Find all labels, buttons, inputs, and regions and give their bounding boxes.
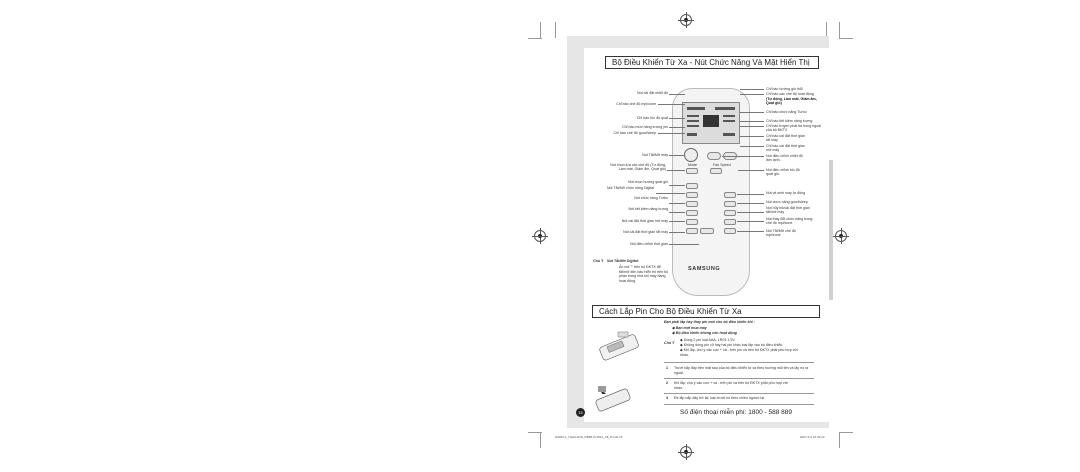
digital-button[interactable] bbox=[686, 192, 698, 198]
leader-line bbox=[737, 212, 764, 213]
note-text: Ấn nút "" trên bộ ĐKTX để tắt/mở đèn báo hiển thị trên bộ phận trong nhà khi máy đang hoạt động. bbox=[619, 265, 669, 283]
leader-line bbox=[669, 212, 685, 213]
leader-line bbox=[740, 146, 764, 147]
label-fan-speed-indicator: Chỉ báo tốc độ quạt bbox=[636, 116, 668, 120]
leader-line bbox=[737, 203, 764, 204]
timer-cancel-button[interactable] bbox=[724, 210, 736, 216]
label-goodsleep-button: Nút chức năng good'sleep bbox=[766, 200, 808, 204]
print-date-info: 2007-5-9 16:46:22 bbox=[800, 435, 825, 439]
registration-mark-icon bbox=[835, 230, 847, 242]
label-swing-button: Nút chọn hướng quạt gió bbox=[628, 180, 668, 184]
leader-line bbox=[740, 112, 764, 113]
crop-mark bbox=[839, 432, 853, 433]
note-head: Chú Ý bbox=[593, 259, 604, 263]
battery-install-illustration bbox=[596, 330, 644, 364]
label-timer-off-indicator: Chỉ báo cài đặt thời gian tắt máy bbox=[766, 134, 805, 143]
cover-slide-illustration bbox=[592, 384, 634, 414]
step-text: Trượt nắp đậy trên mặt sau của bộ điều khiển từ xa theo hướng mũi tên và lấy nó ra ngoài. bbox=[674, 366, 809, 375]
time-adjust-button[interactable] bbox=[700, 228, 714, 234]
step-divider bbox=[664, 378, 814, 379]
battery-reason-text: Bộ điều khiển không còn hoạt động bbox=[675, 331, 737, 335]
leader-line bbox=[737, 194, 764, 195]
note-title: Nút Tắt/Mở Digital: bbox=[607, 259, 639, 263]
label-digital-button: Nút Tắt/Mở chức năng Digital bbox=[606, 186, 654, 190]
section-title-text: Cách Lắp Pin Cho Bộ Điều Khiển Từ Xa bbox=[599, 307, 742, 316]
label-goodsleep-indicator: Chỉ báo chế độ good'sleep bbox=[613, 131, 656, 135]
registration-mark-icon bbox=[680, 14, 692, 26]
step-number: 1 bbox=[666, 366, 668, 370]
leader-line bbox=[740, 89, 764, 90]
leader-line bbox=[740, 94, 764, 95]
label-fan-adjust-button: Nút điều chỉnh tốc độ quạt gió. bbox=[766, 168, 800, 177]
label-ir-indicator: Chỉ báo truyền phát tia hồng ngoại của bộ ĐKTX bbox=[766, 124, 821, 133]
temperature-button[interactable] bbox=[707, 152, 721, 160]
leader-line bbox=[669, 232, 685, 233]
battery-bullet-text: Dùng 2 pin loại AAA, LR03 1.5V. bbox=[683, 338, 736, 342]
step-number: 3 bbox=[666, 396, 668, 400]
leader-line bbox=[669, 127, 685, 128]
label-timer-off-button: Nút cài đặt thời gian tắt máy bbox=[623, 230, 668, 234]
crop-mark bbox=[839, 432, 840, 448]
step-divider bbox=[664, 404, 814, 405]
label-timer-on-indicator: Chỉ báo cài đặt thời gian mở máy bbox=[766, 144, 805, 153]
label-power-button: Nút Tắt/Mở máy bbox=[642, 153, 668, 157]
leader-line bbox=[737, 221, 764, 222]
crop-mark bbox=[528, 432, 542, 433]
registration-mark-icon bbox=[680, 446, 692, 458]
battery-reason-text: Bạn mới mua máy bbox=[675, 326, 707, 330]
step-text: Đề lắp nắp đậy trở lại, bạn trượt nó theo chiều ngược lại. bbox=[674, 396, 765, 400]
auto-clean-button[interactable] bbox=[724, 192, 736, 198]
label-battery-indicator: Chỉ báo mức năng lượng pin bbox=[622, 125, 668, 129]
battery-bullet-text: Không dùng pin cũ hay hai pin khác loại lắp vào bộ điều khiển. bbox=[683, 343, 784, 347]
crop-mark bbox=[540, 432, 541, 448]
step-text: Khi lắp, chú ý các cực + và - trên pin và trên bộ ĐKTX phải phù hợp với nhau. bbox=[674, 381, 788, 390]
leader-line bbox=[669, 221, 685, 222]
leader-line bbox=[669, 118, 685, 119]
battery-bullet-text: Khi lắp, chú ý các cực + và - trên pin và trên bộ ĐKTX phải phù hợp với nhau. bbox=[680, 348, 798, 357]
goodsleep-button[interactable] bbox=[724, 201, 736, 207]
leader-line bbox=[658, 104, 685, 105]
leader-line bbox=[669, 155, 685, 156]
battery-intro: Bạn phải lắp hay thay pin mới cho bộ điều khiển khi : bbox=[664, 320, 755, 324]
label-turbo-indicator: Chỉ báo chức năng Turbo bbox=[766, 110, 807, 114]
leader-line bbox=[737, 231, 764, 232]
registration-mark-icon bbox=[534, 230, 546, 242]
leader-line bbox=[740, 121, 764, 122]
leader-line bbox=[669, 185, 685, 186]
label-mpi-zone-button: Nút Tắt/Mở chế độ mpi/zone bbox=[766, 229, 796, 238]
leader-line bbox=[740, 136, 764, 137]
leader-line bbox=[669, 94, 685, 95]
battery-bullet: ◆ Khi lắp, chú ý các cực + và - trên pin và trên bộ ĐKTX phải phù hợp với nhau. bbox=[680, 348, 798, 357]
battery-bullet: ◆ Dùng 2 pin loại AAA, LR03 1.5V. bbox=[680, 338, 736, 342]
leader-line bbox=[658, 133, 685, 134]
turbo-button[interactable] bbox=[686, 201, 698, 207]
mpi-zone-change-button[interactable] bbox=[724, 219, 736, 225]
step-number: 2 bbox=[666, 381, 668, 385]
side-tab bbox=[829, 160, 833, 300]
leader-line bbox=[656, 193, 685, 194]
label-time-adjust-button: Nút điều chỉnh thời gian bbox=[630, 242, 668, 246]
leader-line bbox=[740, 126, 764, 127]
energy-saving-button[interactable] bbox=[686, 210, 698, 216]
fan-speed-label: Fan Speed bbox=[713, 163, 731, 167]
print-file-info: WWACL_THAILAND_DB98-07181A_05_8.indd 15 bbox=[555, 435, 623, 439]
section-title-remote bbox=[605, 56, 819, 69]
leader-line bbox=[738, 170, 764, 171]
label-energy-indicator: Chỉ báo tiết kiệm năng lượng bbox=[766, 119, 813, 123]
remote-brand-logo: SAMSUNG bbox=[688, 266, 721, 272]
mode-button[interactable] bbox=[686, 168, 698, 174]
label-airflow-indicator: Chỉ báo hướng gió thổi bbox=[766, 87, 803, 91]
label-temp-adjust-button: Nút điều chỉnh nhiệt độ làm lạnh. bbox=[766, 154, 803, 163]
step-divider bbox=[664, 362, 814, 363]
battery-note-head: Chú Ý bbox=[664, 341, 675, 345]
label-mpi-zone-change-button: Nút thay đổi chức năng trong chế độ mpi/zone bbox=[766, 217, 813, 226]
leader-line bbox=[669, 203, 685, 204]
power-button[interactable] bbox=[684, 148, 698, 162]
mode-label: Mode bbox=[688, 163, 697, 167]
timer-off-button[interactable] bbox=[686, 228, 698, 234]
timer-on-button[interactable] bbox=[686, 219, 698, 225]
page-number-badge bbox=[576, 408, 585, 417]
leader-line bbox=[667, 170, 685, 171]
leader-line bbox=[722, 156, 764, 157]
hotline-text: Số điện thoại miễn phí: 1800 - 588 889 bbox=[680, 409, 793, 416]
battery-reason: ◆ Bộ điều khiển không còn hoạt động bbox=[672, 331, 737, 335]
crop-mark bbox=[540, 22, 541, 38]
crop-mark bbox=[528, 38, 542, 39]
label-mode-indicator: Chỉ báo các chế độ hoạt động bbox=[766, 92, 814, 96]
label-temp-setting: Nút cài đặt nhiệt độ bbox=[637, 91, 668, 95]
label-timer-on-button: Nút cài đặt thời gian mở máy bbox=[621, 219, 668, 223]
fan-speed-select-button[interactable] bbox=[710, 168, 722, 174]
step-divider bbox=[664, 393, 814, 394]
label-timer-cancel-button: Nút hủy bỏ/cài đặt thời gian tắt/mở máy bbox=[766, 206, 810, 215]
leader-line bbox=[669, 244, 699, 245]
crop-mark bbox=[555, 22, 556, 38]
crop-mark bbox=[839, 38, 853, 39]
section-title-battery bbox=[592, 305, 820, 318]
battery-bullet: ◆ Không dùng pin cũ hay hai pin khác loại lắp vào bộ điều khiển. bbox=[680, 343, 784, 347]
battery-reason: ◆ Bạn mới mua máy bbox=[672, 326, 707, 330]
label-auto-clean-button: Nút vệ sinh máy tự động bbox=[766, 191, 806, 195]
label-mode-list: (Tự động, Làm mát, Giảm ẩm, Quạt gió) bbox=[766, 97, 817, 106]
mpi-zone-button[interactable] bbox=[724, 228, 736, 234]
label-turbo-button: Nút chức năng Turbo bbox=[634, 196, 668, 200]
label-mpi-zone-indicator: Chỉ báo chế độ mpi/zone bbox=[616, 102, 656, 106]
remote-lcd-display bbox=[682, 102, 740, 144]
page-number: 15 bbox=[578, 410, 583, 415]
label-energy-saving-button: Nút tiết kiệm năng lượng bbox=[628, 207, 668, 211]
swing-button[interactable] bbox=[686, 183, 698, 189]
crop-mark bbox=[839, 22, 840, 38]
section-title-text: Bộ Điều Khiển Từ Xa - Nút Chức Năng Và Mặt Hiển Thị bbox=[612, 58, 810, 67]
label-mode-button: Nút chọn lựa các chế độ (Tự động, Làm mát, Giảm ẩm, Quạt gió) bbox=[610, 163, 666, 172]
